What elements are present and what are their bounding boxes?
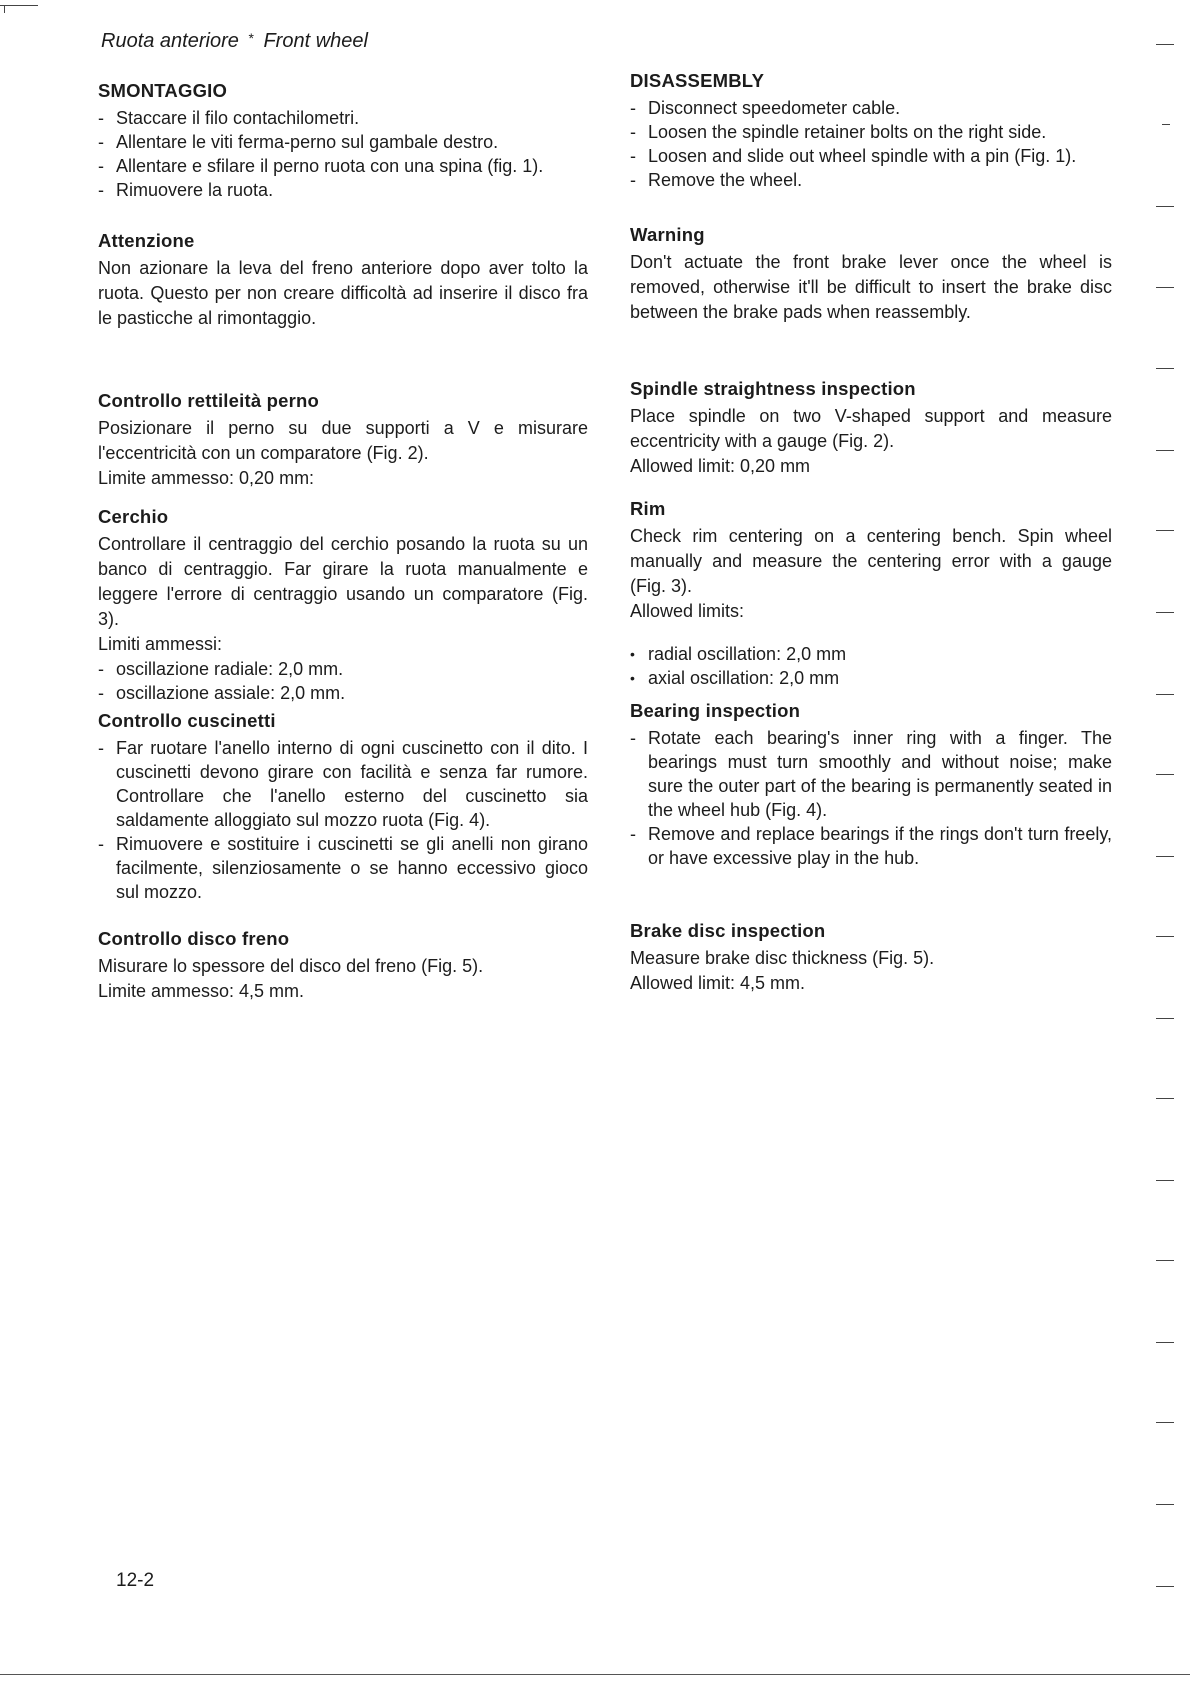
- section-heading: SMONTAGGIO: [98, 80, 228, 101]
- list-item: - oscillazione assiale: 2,0 mm.: [98, 681, 588, 705]
- margin-tick: [1156, 1342, 1174, 1343]
- list-item: - Staccare il filo contachilometri.: [98, 106, 588, 130]
- section-disco: [98, 928, 588, 1004]
- section-bearing: [630, 700, 1112, 870]
- margin-tick: [1156, 450, 1174, 451]
- margin-tick: [1156, 774, 1174, 775]
- header-title-it: Ruota anteriore: [101, 30, 239, 52]
- list-item: - Rimuovere la ruota.: [98, 178, 588, 202]
- section-text: Don't actuate the front brake lever once the wheel is removed, otherwise it'll be difficult to insert the brake disc between the brake pads when reassembly.: [630, 252, 1112, 322]
- section-heading: DISASSEMBLY: [630, 70, 765, 91]
- section-heading: Rim: [630, 498, 666, 519]
- list-item: - Rotate each bearing's inner ring with a finger. The bearings must turn smoothly and without noise; make sure the outer part of the bearing is permanently seated in the wheel hub (Fig. 4).: [630, 726, 1112, 822]
- margin-tick: [1156, 1180, 1174, 1181]
- list-item: - Remove and replace bearings if the rings don't turn freely, or have excessive play in the hub.: [630, 822, 1112, 870]
- section-rettileita: [98, 390, 588, 491]
- section-text: Non azionare la leva del freno anteriore dopo aver tolto la ruota. Questo per non creare difficoltà ad inserire il disco fra le pasticche al rimontaggio.: [98, 258, 588, 328]
- section-smontaggio: [98, 80, 588, 202]
- section-heading: Warning: [630, 224, 705, 245]
- corner-rule: [4, 5, 5, 13]
- section-limit: Allowed limit: 4,5 mm.: [630, 973, 806, 993]
- spacer: [630, 624, 1112, 642]
- list-item: - Far ruotare l'anello interno di ogni cuscinetto con il dito. I cuscinetti devono girare con facilità e senza far rumore. Controllare che l'anello esterno del cuscinetto sia saldamente alloggiato sul mozzo ruota (Fig. 4).: [98, 736, 588, 832]
- section-heading: Attenzione: [98, 230, 195, 251]
- section-attenzione: [98, 230, 588, 331]
- list-item: - Loosen and slide out wheel spindle with a pin (Fig. 1).: [630, 144, 1112, 168]
- list-item: - Disconnect speedometer cable.: [630, 96, 1112, 120]
- list-item: - Loosen the spindle retainer bolts on the right side.: [630, 120, 1112, 144]
- list-item: • axial oscillation: 2,0 mm: [630, 666, 1112, 690]
- step-list: [630, 96, 1112, 192]
- margin-tick: [1156, 856, 1174, 857]
- list-item: - Allentare e sfilare il perno ruota con una spina (fig. 1).: [98, 154, 588, 178]
- limit-list: [630, 642, 1112, 690]
- step-list: [98, 736, 588, 904]
- section-text: Place spindle on two V-shaped support and measure eccentricity with a gauge (Fig. 2).: [630, 406, 1112, 451]
- margin-tick: [1156, 206, 1174, 207]
- margin-tick: [1156, 1422, 1174, 1423]
- list-item: - Rimuovere e sostituire i cuscinetti se gli anelli non girano facilmente, silenziosamente o se hanno eccessivo gioco sul mozzo.: [98, 832, 588, 904]
- section-limit: Allowed limit: 0,20 mm: [630, 456, 811, 476]
- margin-tick: [1156, 1586, 1174, 1587]
- margin-tick: [1156, 1504, 1174, 1505]
- section-heading: Controllo rettileità perno: [98, 390, 320, 411]
- section-heading: Cerchio: [98, 506, 169, 527]
- section-limits-label: Limiti ammessi:: [98, 634, 223, 654]
- margin-tick: [1156, 1098, 1174, 1099]
- section-disassembly: [630, 70, 1112, 192]
- limit-list: [98, 657, 588, 705]
- section-heading: Controllo cuscinetti: [98, 710, 276, 731]
- corner-rule: [0, 5, 38, 6]
- bottom-rule: [0, 1674, 1190, 1675]
- margin-tick: [1156, 530, 1174, 531]
- margin-tick: [1156, 612, 1174, 613]
- step-list: [630, 726, 1112, 870]
- section-text: Posizionare il perno su due supporti a V e misurare l'eccentricità con un comparatore (Fig. 2).: [98, 418, 588, 463]
- header-separator: *: [248, 30, 254, 46]
- section-heading: Brake disc inspection: [630, 920, 826, 941]
- list-item: - Allentare le viti ferma-perno sul gambale destro.: [98, 130, 588, 154]
- step-list: [98, 106, 588, 202]
- section-cerchio: [98, 506, 588, 705]
- section-brake-disc: [630, 920, 1112, 996]
- header-title-en: Front wheel: [263, 30, 368, 52]
- margin-tick: [1156, 287, 1174, 288]
- list-item: - Remove the wheel.: [630, 168, 1112, 192]
- margin-tick: [1156, 368, 1174, 369]
- list-item: - oscillazione radiale: 2,0 mm.: [98, 657, 588, 681]
- margin-tick: [1162, 124, 1170, 125]
- margin-tick: [1156, 936, 1174, 937]
- section-spindle: [630, 378, 1112, 479]
- section-heading: Bearing inspection: [630, 700, 801, 721]
- margin-tick: [1156, 694, 1174, 695]
- section-text: Controllare il centraggio del cerchio posando la ruota su un banco di centraggio. Far girare la ruota manualmente e leggere l'errore di centraggio usando un comparatore (Fig. 3).: [98, 534, 588, 629]
- section-text: Misurare lo spessore del disco del freno (Fig. 5).: [98, 956, 484, 976]
- section-rim: [630, 498, 1112, 690]
- section-warning: [630, 224, 1112, 325]
- margin-tick: [1156, 1018, 1174, 1019]
- margin-tick: [1156, 44, 1174, 45]
- section-heading: Controllo disco freno: [98, 928, 290, 949]
- section-limit: Limite ammesso: 4,5 mm.: [98, 981, 305, 1001]
- section-limits-label: Allowed limits:: [630, 601, 745, 621]
- section-heading: Spindle straightness inspection: [630, 378, 916, 399]
- page-number: 12-2: [116, 1570, 155, 1591]
- section-limit: Limite ammesso: 0,20 mm:: [98, 468, 315, 488]
- section-cuscinetti: [98, 710, 588, 904]
- list-item: • radial oscillation: 2,0 mm: [630, 642, 1112, 666]
- page-header: [101, 30, 368, 53]
- section-text: Check rim centering on a centering bench. Spin wheel manually and measure the centering error with a gauge (Fig. 3).: [630, 526, 1112, 596]
- section-text: Measure brake disc thickness (Fig. 5).: [630, 948, 935, 968]
- margin-tick: [1156, 1260, 1174, 1261]
